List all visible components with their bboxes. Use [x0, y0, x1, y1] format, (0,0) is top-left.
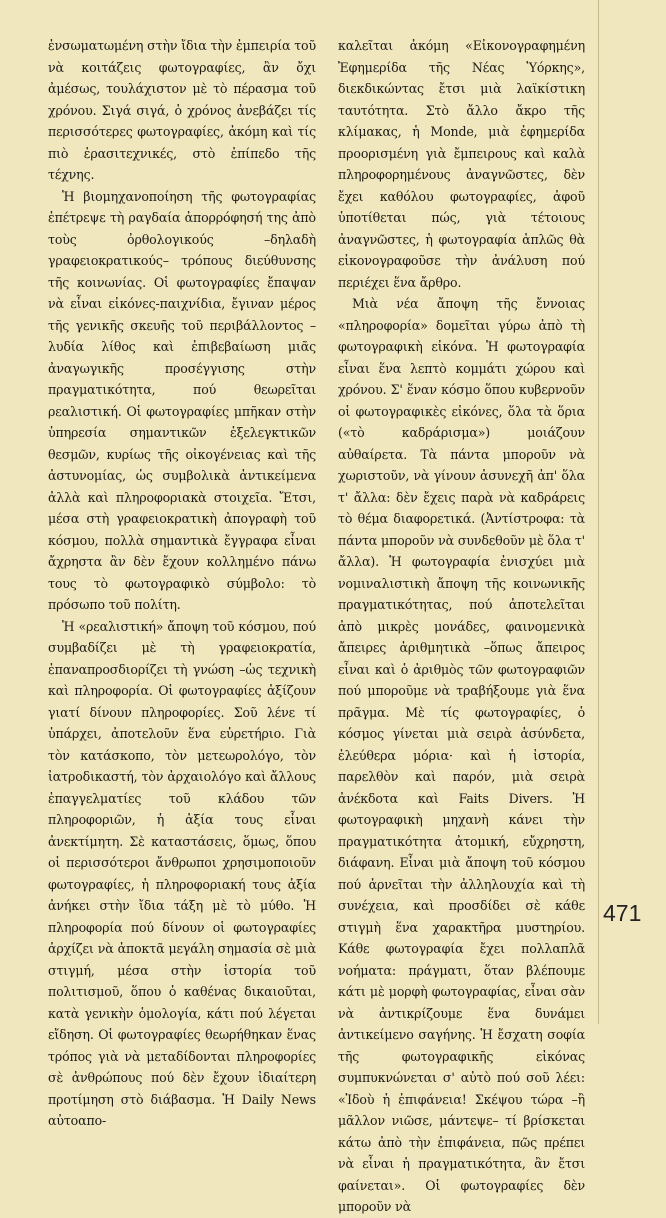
paragraph: ἐνσωματωμένη στὴν ἴδια τὴν ἐμπειρία τοῦ νὰ κοιτάζεις φωτογραφίες, ἂν ὄχι ἀμέσως, τουλάχιστον μὲ τὸ πέρασμα τοῦ χρόνου. Σιγά σιγά, ὁ χρόνος ἀνεβάζει τίς περισσότερες φωτογραφίες, ἀκόμη καὶ τίς πιὸ ἐρασιτεχνικές, στὸ ἐπίπεδο τῆς τέχνης. [48, 38, 316, 182]
paragraph: καλεῖται ἀκόμη «Εἰκονογραφημένη Ἐφημερίδα τῆς Νέας Ὑόρκης», διεκδικώντας ἔτσι μιὰ λαϊκίστικη ταυτότητα. Στὸ ἄλλο ἄκρο τῆς κλίμακας, ἡ Monde, μιὰ ἐφημερίδα προορισμένη γιὰ ἔμπειρους καὶ καλὰ πληροφορημένους ἀναγνῶστες, δὲν ἔχει καθόλου φωτογραφίες, ἀφοῦ ὑποτίθεται πώς, γιὰ τέτοιους ἀναγνῶστες, ἡ φωτογραφία ἁπλῶς θὰ εἰκονογραφοῦσε τὴν ἀνάλυση πού περιέχει ἕνα ἄρθρο. [338, 38, 585, 290]
left-text-column [48, 35, 316, 1128]
paragraph: Ἡ «ρεαλιστική» ἄποψη τοῦ κόσμου, πού συμβαδίζει μὲ τὴ γραφειοκρατία, ἐπαναπροσδιορίζει τὴ γνώση –ὡς τεχνικὴ καὶ πληροφορία. Οἱ φωτογραφίες ἀξίζουν γιατί δίνουν πληροφορίες. Σοῦ λένε τί ὑπάρχει, ἀποτελοῦν ἕνα εὑρετήριο. Γιὰ τὸν κατάσκοπο, τὸν μετεωρολόγο, τὸν ἰατροδικαστή, τὸν ἀρχαιολόγο καὶ ἄλλους ἐπαγγελματίες τοῦ κλάδου τῶν πληροφοριῶν, ἡ ἀξία τους εἶναι ἀνεκτίμητη. Σὲ καταστάσεις, ὅμως, ὅπου οἱ περισσότεροι ἄνθρωποι χρησιμοποιοῦν φωτογραφίες, ἡ πληροφοριακή τους ἀξία ἀνήκει στὴν ἴδια τάξη μὲ τὸ μύθο. Ἡ πληροφορία πού δίνουν οἱ φωτογραφίες ἀρχίζει νὰ ἀποκτᾶ μεγάλη σημασία σὲ μιὰ στιγμή, μέσα στὴν ἱστορία τοῦ πολιτισμοῦ, ὅπου ὁ καθένας δικαιοῦται, κατὰ γενικὴν ὁμολογία, κάτι πού λέγεται εἴδηση. Οἱ φωτογραφίες θεωρήθηκαν ἕνας τρόπος γιὰ νὰ μεταδίδονται πληροφορίες σὲ ἀνθρώπους πού δὲν ἔχουν ἰδιαίτερη προτίμηση στὸ διάβασμα. Ἡ Daily News αὐτοαπο- [48, 618, 316, 1128]
paragraph: Μιὰ νέα ἄποψη τῆς ἔννοιας «πληροφορία» δομεῖται γύρω ἀπὸ τὴ φωτογραφικὴ εἰκόνα. Ἡ φωτογραφία εἶναι ἕνα λεπτὸ κομμάτι χώρου καὶ χρόνου. Σ' ἕναν κόσμο ὅπου κυβερνοῦν οἱ φωτογραφικὲς εἰκόνες, ὅλα τὰ ὅρια («τὸ καδράρισμα») μοιάζουν αὐθαίρετα. Τὰ πάντα μποροῦν νὰ χωριστοῦν, νὰ γίνουν ἀσυνεχῆ ἀπ' ὅλα τ' ἄλλα: δὲν ἔχεις παρὰ νὰ καδράρεις τὸ θέμα διαφορετικά. (Ἀντίστροφα: τὰ πάντα μποροῦν νὰ συνδεθοῦν μὲ ὅλα τ' ἄλλα). Ἡ φωτογραφία ἐνισχύει μιὰ νομιναλιστικὴ ἄποψη τῆς κοινωνικῆς πραγματικότητας, πού ἀποτελεῖται ἀπὸ μικρὲς μονάδες, φαινομενικὰ ἄπειρες ἀριθμητικὰ –ὅπως ἄπειρος εἶναι καὶ ὁ ἀριθμὸς τῶν φωτογραφιῶν πού μποροῦμε νὰ τραβήξουμε γιὰ ἕνα πρᾶγμα. Μὲ τίς φωτογραφίες, ὁ κόσμος γίνεται μιὰ σειρὰ ἀσύνδετα, ἐλεύθερα μόρια· καὶ ἡ ἱστορία, παρελθὸν καὶ παρόν, μιὰ σειρὰ ἀνέκδοτα καὶ Faits Divers. Ἡ φωτογραφικὴ μηχανὴ κάνει τὴν πραγματικότητα ἀτομική, εὔχρηστη, διάφανη. Εἶναι μιὰ ἄποψη τοῦ κόσμου πού ἀρνεῖται τὴν ἀλληλουχία καὶ τὴ συνέχεια, καὶ προσδίδει σὲ κάθε στιγμὴ ἕνα χαρακτῆρα μυστηρίου. Κάθε φωτογραφία ἔχει πολλαπλᾶ νοήματα: πράγματι, ὅταν βλέπουμε κάτι μὲ μορφὴ φωτογραφίας, εἶναι σὰν νὰ ἀντικρίζουμε ἕνα δυνάμει ἀντικείμενο σαγήνης. Ἡ ἔσχατη σοφία τῆς φωτογραφικῆς εἰκόνας συμπυκνώνεται σ' αὐτὸ πού σοῦ λέει: «Ἰδοὺ ἡ ἐπιφάνεια! Σκέψου τώρα –ἢ μᾶλλον νιῶσε, μάντεψε– τί βρίσκεται κάτω ἀπὸ τὴν ἐπιφάνεια, πῶς πρέπει νὰ εἶναι ἡ πραγματικότητα, ἂν ἔτσι φαίνεται». Οἱ φωτογραφίες δὲν μποροῦν νὰ [338, 296, 585, 1214]
paragraph: Ἡ βιομηχανοποίηση τῆς φωτογραφίας ἐπέτρεψε τὴ ραγδαία ἀπορρόφησή της ἀπὸ τοὺς ὀρθολογικούς –δηλαδὴ γραφειοκρατικούς– τρόπους διεύθυνσης τῆς κοινωνίας. Οἱ φωτογραφίες ἔπαψαν νὰ εἶναι εἰκόνες-παιχνίδια, ἔγιναν μέρος τῆς γενικῆς σκευῆς τοῦ περιβάλλοντος –λυδία λίθος καὶ ἐπιβεβαίωση μιᾶς ἀναγωγικῆς προσέγγισης στὴν πραγματικότητα, πού θεωρεῖται ρεαλιστική. Οἱ φωτογραφίες μπῆκαν στὴν ὑπηρεσία σημαντικῶν ἐξελεγκτικῶν θεσμῶν, κυρίως τῆς οἰκογένειας καὶ τῆς ἀστυνομίας, ὡς συμβολικὰ ἀντικείμενα ἀλλὰ καὶ πληροφοριακὰ στοιχεῖα. Ἔτσι, μέσα στὴ γραφειοκρατικὴ ἀπογραφὴ τοῦ κόσμου, πολλὰ σημαντικὰ ἔγγραφα εἶναι ἄχρηστα ἂν δὲν ἔχουν κολλημένο πάνω τους τὸ φωτογραφικὸ σύμβολο: τὸ πρόσωπο τοῦ πολίτη. [48, 188, 316, 612]
margin-rule [598, 0, 599, 1024]
page-number: 471 [603, 900, 642, 926]
right-text-column [338, 35, 585, 1214]
